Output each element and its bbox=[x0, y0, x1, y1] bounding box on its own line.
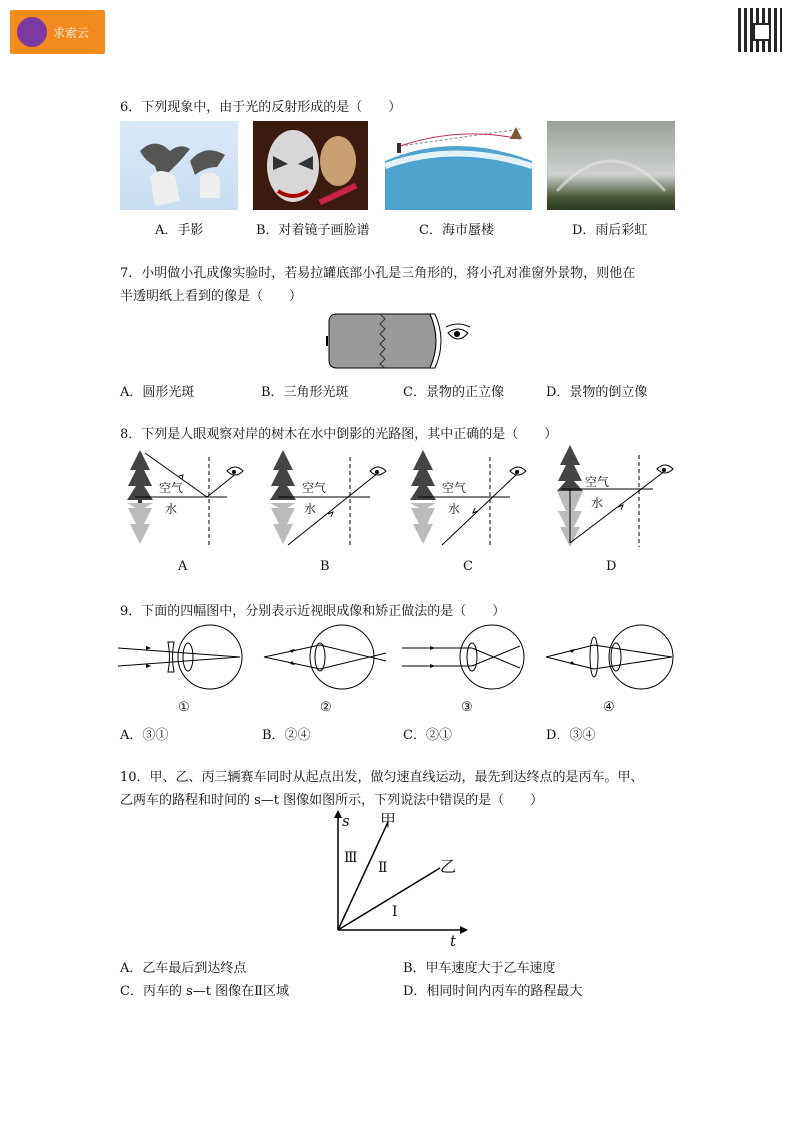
logo-text: 求索云 bbox=[53, 26, 90, 40]
q6-option-a[interactable]: A．手影 bbox=[155, 223, 204, 238]
q8-diagram-c bbox=[410, 445, 530, 550]
q6-option-b[interactable]: B．对着镜子画脸谱 bbox=[256, 223, 370, 238]
q8-diagram-a bbox=[127, 445, 247, 550]
y-axis-label: s bbox=[342, 812, 350, 830]
air-label-d: 空气 bbox=[585, 475, 610, 489]
line-yi-label: 乙 bbox=[440, 857, 457, 876]
logo-icon bbox=[17, 17, 47, 47]
rainbow-photo bbox=[547, 121, 675, 210]
region-2-label: Ⅱ bbox=[378, 860, 388, 876]
brand-logo bbox=[10, 10, 105, 54]
face-painting-image bbox=[253, 121, 368, 210]
q9-diagram-1 bbox=[118, 620, 258, 695]
q10-option-a[interactable]: A．乙车最后到达终点 bbox=[120, 961, 247, 976]
q9-diagram-3 bbox=[400, 620, 540, 695]
water-label-d: 水 bbox=[591, 496, 604, 510]
q8-diagram-d bbox=[553, 445, 678, 550]
region-3-label: Ⅲ bbox=[344, 850, 358, 866]
region-1-label: Ⅰ bbox=[392, 904, 398, 920]
water-label-c: 水 bbox=[448, 502, 461, 516]
q8-label-b[interactable]: B bbox=[320, 559, 330, 574]
q9-label-4: ④ bbox=[603, 700, 615, 715]
q9-option-d[interactable]: D．③④ bbox=[546, 728, 596, 743]
q7-stem-line1: 7．小明做小孔成像实验时，若易拉罐底部小孔是三角形的，将小孔对准窗外景物，则他在 bbox=[120, 266, 636, 281]
hand-shadow-image bbox=[120, 121, 238, 210]
q6-stem: 6．下列现象中，由于光的反射形成的是（ ） bbox=[120, 100, 402, 115]
q9-diagram-2 bbox=[262, 620, 392, 695]
q7-option-d[interactable]: D．景物的倒立像 bbox=[546, 385, 648, 400]
q7-option-b[interactable]: B．三角形光斑 bbox=[261, 385, 349, 400]
qr-code bbox=[738, 8, 782, 52]
q10-option-d[interactable]: D．相同时间内丙车的路程最大 bbox=[403, 984, 583, 999]
q9-option-a[interactable]: A．③① bbox=[120, 728, 169, 743]
q6-option-d[interactable]: D．雨后彩虹 bbox=[572, 223, 648, 238]
water-label-b: 水 bbox=[304, 502, 317, 516]
q8-label-a[interactable]: A bbox=[178, 559, 188, 574]
q7-option-a[interactable]: A．圆形光斑 bbox=[120, 385, 195, 400]
q6-option-c[interactable]: C．海市蜃楼 bbox=[419, 223, 494, 238]
air-label-c: 空气 bbox=[442, 481, 467, 495]
pinhole-camera-diagram bbox=[325, 311, 475, 371]
q8-stem: 8．下列是人眼观察对岸的树木在水中倒影的光路图，其中正确的是（ ） bbox=[120, 427, 558, 442]
water-label-a: 水 bbox=[165, 502, 178, 516]
q7-stem-line2: 半透明纸上看到的像是（ ） bbox=[120, 289, 303, 304]
q8-label-c[interactable]: C bbox=[463, 559, 473, 574]
q10-option-c[interactable]: C．丙车的 s—t 图像在Ⅱ区域 bbox=[120, 984, 289, 999]
x-axis-label: t bbox=[450, 932, 457, 950]
q10-stem-line2: 乙两车的路程和时间的 s—t 图像如图所示，下列说法中错误的是（ ） bbox=[120, 793, 544, 808]
q9-option-c[interactable]: C．②① bbox=[403, 728, 452, 743]
st-graph bbox=[330, 810, 470, 950]
air-label-b: 空气 bbox=[302, 481, 327, 495]
q9-diagram-4 bbox=[544, 620, 679, 695]
line-jia-label: 甲 bbox=[380, 811, 397, 830]
q7-option-c[interactable]: C．景物的正立像 bbox=[403, 385, 504, 400]
q8-label-d[interactable]: D bbox=[606, 559, 617, 574]
q9-option-b[interactable]: B．②④ bbox=[262, 728, 311, 743]
q9-label-3: ③ bbox=[461, 700, 473, 715]
air-label-a: 空气 bbox=[159, 481, 184, 495]
q9-label-1: ① bbox=[178, 700, 190, 715]
q10-option-b[interactable]: B．甲车速度大于乙车速度 bbox=[403, 961, 556, 976]
q9-label-2: ② bbox=[320, 700, 332, 715]
mirage-diagram bbox=[385, 121, 532, 210]
q9-stem: 9．下面的四幅图中，分别表示近视眼成像和矫正做法的是（ ） bbox=[120, 604, 506, 619]
q10-stem-line1: 10．甲、乙、丙三辆赛车同时从起点出发，做匀速直线运动，最先到达终点的是丙车。甲、 bbox=[120, 770, 644, 785]
q8-diagram-b bbox=[270, 445, 390, 550]
